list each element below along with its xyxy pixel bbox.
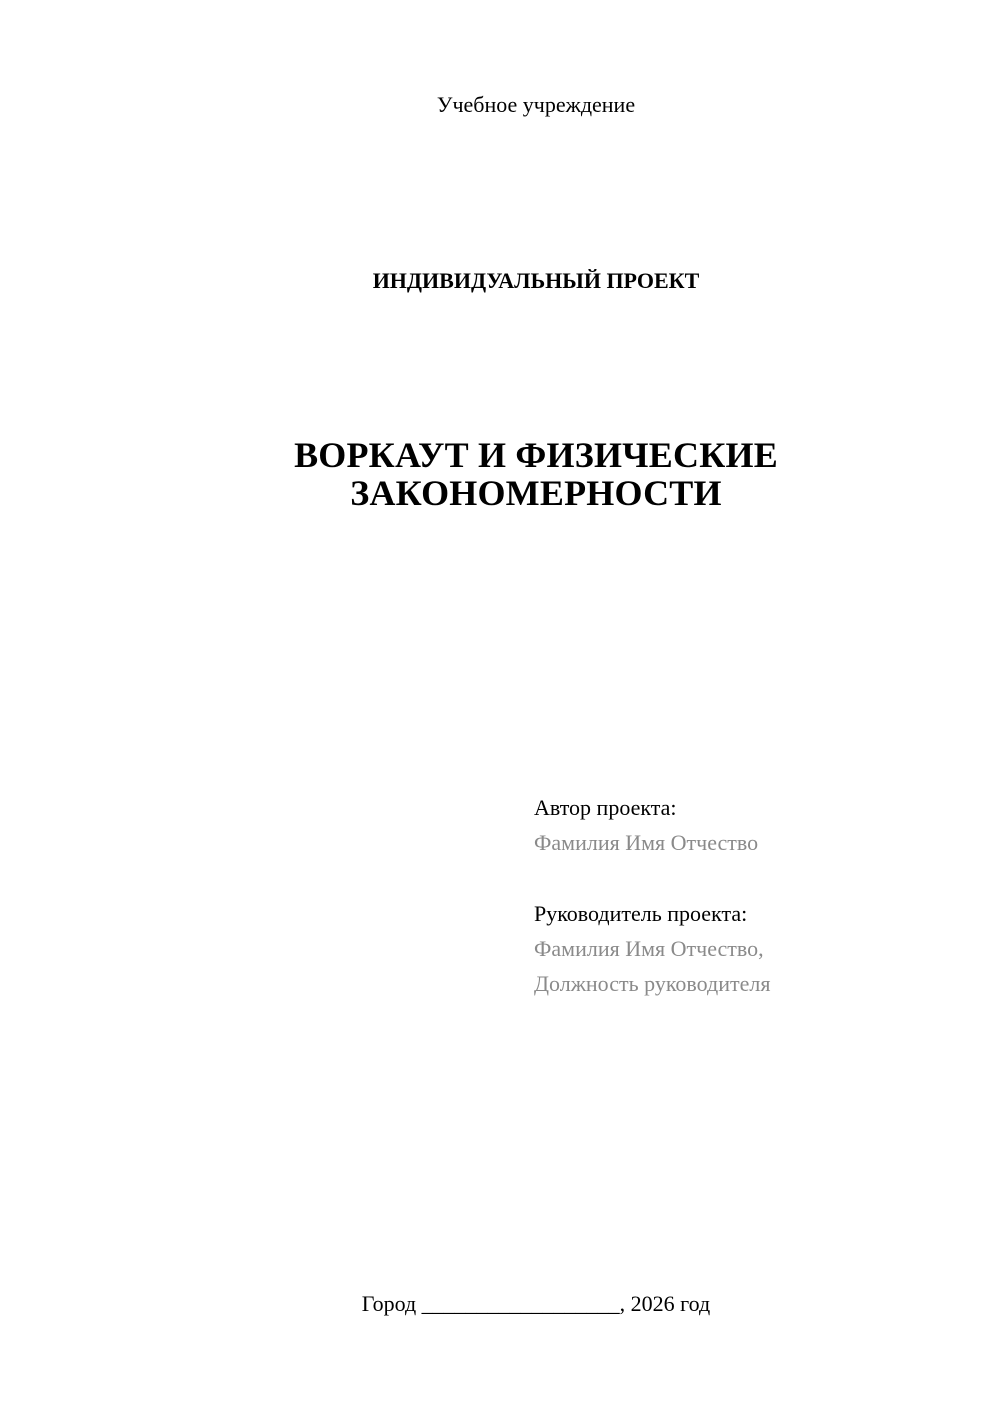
city-label: Город (361, 1291, 417, 1316)
project-title (0, 436, 1000, 512)
supervisor-name: Фамилия Имя Отчество, (534, 936, 764, 961)
supervisor-position: Должность руководителя (534, 971, 771, 996)
city-blank: __________________ (421, 1291, 620, 1316)
project-info-block (534, 790, 974, 1001)
year-text: , 2026 год (619, 1291, 711, 1316)
info-spacer (534, 860, 974, 896)
document-type: ИНДИВИДУАЛЬНЫЙ ПРОЕКТ (372, 268, 700, 293)
institution-name: Учебное учреждение (436, 92, 636, 117)
author-name: Фамилия Имя Отчество (534, 830, 759, 855)
supervisor-label: Руководитель проекта: (534, 901, 748, 926)
city-year-line (0, 1290, 1000, 1318)
author-label: Автор проекта: (534, 795, 677, 820)
project-title-line-2: ЗАКОНОМЕРНОСТИ (350, 473, 722, 513)
project-title-line-1: ВОРКАУТ И ФИЗИЧЕСКИЕ (294, 435, 778, 475)
